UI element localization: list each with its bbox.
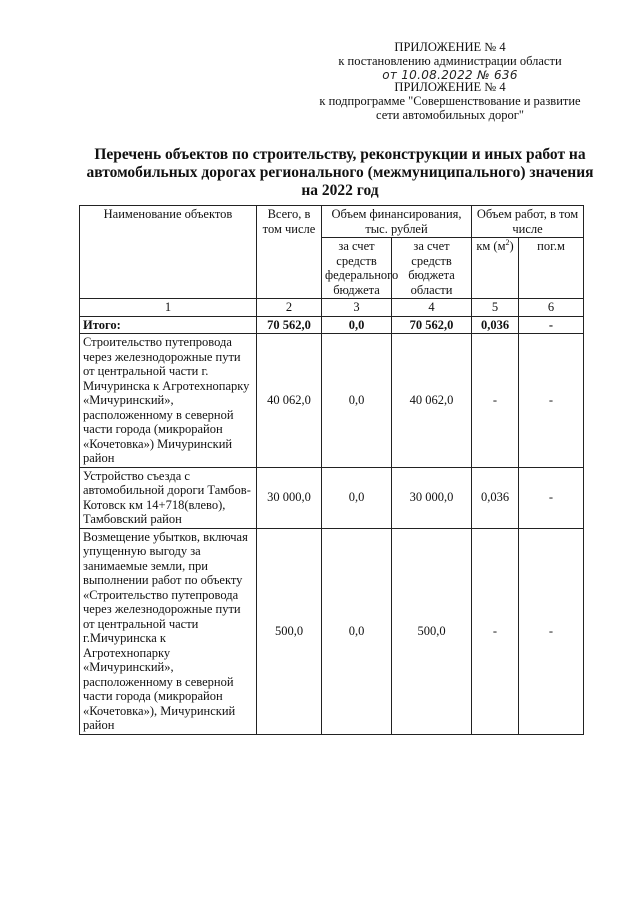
object-federal: 0,0 — [322, 467, 392, 528]
header-name: Наименование объектов — [80, 206, 257, 299]
object-name: Строительство путепровода через железнодорожные пути от центральной части г. Мичуринска к Агротехнопарку «Мичуринский», расположенному в северной части города (микрорайон «Кочетовка») Мичуринский район — [80, 334, 257, 468]
appendix-title: ПРИЛОЖЕНИЕ № 4 — [394, 40, 506, 54]
handwritten-date-number: от 10.08.2022 № 636 — [382, 68, 518, 82]
table-row — [80, 528, 584, 734]
object-federal: 0,0 — [322, 334, 392, 468]
col-number: 4 — [392, 299, 472, 317]
object-pogm: - — [519, 528, 584, 734]
column-number-row — [80, 299, 584, 317]
header-federal: за счет средств федерального бюджета — [322, 238, 392, 299]
object-km: 0,036 — [472, 467, 519, 528]
object-km: - — [472, 528, 519, 734]
header-funding: Объем финансирования, тыс. рублей — [322, 206, 472, 238]
total-km: 0,036 — [472, 316, 519, 334]
col-number: 3 — [322, 299, 392, 317]
title-line-2: автомобильных дорогах регионального (межмуниципального) значения — [86, 164, 594, 181]
object-name: Возмещение убытков, включая упущенную выгоду за занимаемые земли, при выполнении работ по объекту «Строительство путепровода через железнодорожные пути от центральной части г.Мичуринска к Агротехнопарку «Мичуринский», расположенному в северной части города (микрорайон «Кочетовка»), Мичуринский район — [80, 528, 257, 734]
col-number: 1 — [80, 299, 257, 317]
title-line-1: Перечень объектов по строительству, реконструкции и иных работ на — [94, 146, 586, 163]
col-number: 6 — [519, 299, 584, 317]
appendix-subtitle: к постановлению администрации области — [338, 54, 562, 68]
object-regional: 40 062,0 — [392, 334, 472, 468]
object-total: 500,0 — [257, 528, 322, 734]
header-km-sup: 2 — [505, 237, 510, 247]
col-number: 5 — [472, 299, 519, 317]
appendix-subtitle-2: к подпрограмме "Совершенствование и развитие — [319, 94, 581, 108]
total-pogm: - — [519, 316, 584, 334]
table-header-row — [80, 206, 584, 238]
col-number: 2 — [257, 299, 322, 317]
appendix-title-2: ПРИЛОЖЕНИЕ № 4 — [394, 80, 506, 94]
table-row — [80, 334, 584, 468]
objects-table — [79, 205, 584, 735]
object-regional: 30 000,0 — [392, 467, 472, 528]
appendix-header-subprogram — [300, 80, 600, 122]
header-km-label: км (м — [476, 239, 506, 253]
header-pogm: пог.м — [519, 238, 584, 299]
total-regional: 70 562,0 — [392, 316, 472, 334]
total-row — [80, 316, 584, 334]
object-km: - — [472, 334, 519, 468]
object-federal: 0,0 — [322, 528, 392, 734]
appendix-subtitle-3: сети автомобильных дорог" — [376, 108, 524, 122]
header-regional: за счет средств бюджета области — [392, 238, 472, 299]
object-total: 30 000,0 — [257, 467, 322, 528]
header-total: Всего, в том числе — [257, 206, 322, 299]
title-line-3: на 2022 год — [301, 182, 379, 199]
header-km — [472, 238, 519, 299]
total-sum: 70 562,0 — [257, 316, 322, 334]
header-km-close: ) — [509, 239, 514, 253]
appendix-header-decree — [300, 40, 600, 82]
object-pogm: - — [519, 334, 584, 468]
table-row — [80, 467, 584, 528]
total-federal: 0,0 — [322, 316, 392, 334]
object-pogm: - — [519, 467, 584, 528]
document-title — [60, 146, 620, 200]
header-works: Объем работ, в том числе — [472, 206, 584, 238]
object-total: 40 062,0 — [257, 334, 322, 468]
object-name: Устройство съезда с автомобильной дороги Тамбов-Котовск км 14+718(влево), Тамбовский район — [80, 467, 257, 528]
object-regional: 500,0 — [392, 528, 472, 734]
total-label: Итого: — [80, 316, 257, 334]
